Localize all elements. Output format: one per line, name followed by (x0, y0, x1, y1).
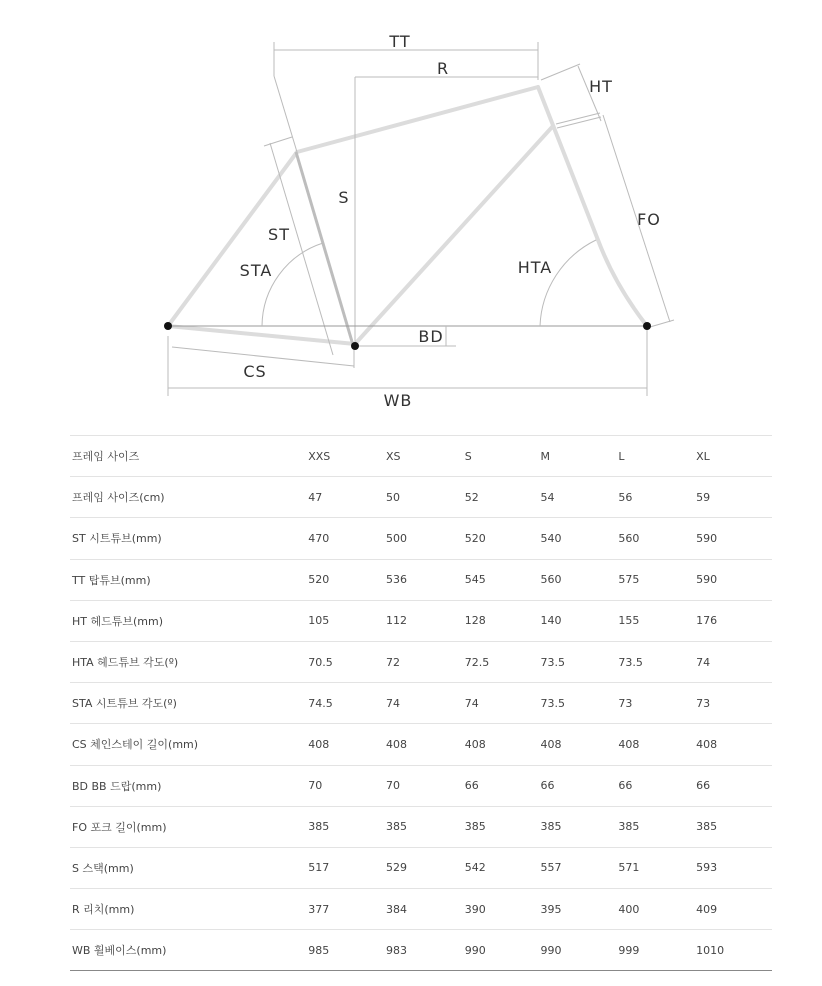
down-tube (355, 126, 553, 344)
table-cell: 536 (386, 559, 465, 600)
table-cell: 73.5 (541, 641, 619, 682)
table-cell: 542 (465, 847, 541, 888)
table-row (70, 600, 772, 641)
table-cell: 983 (386, 930, 465, 971)
table-cell: 408 (696, 724, 772, 765)
label-hta: HTA (517, 258, 553, 277)
row-label: 프레임 사이즈(cm) (70, 477, 308, 518)
table-row (70, 765, 772, 806)
table-cell: 590 (696, 518, 772, 559)
table-cell: 390 (465, 889, 541, 930)
table-cell: 557 (541, 847, 619, 888)
table-body (70, 477, 772, 971)
label-fo: FO (637, 210, 661, 229)
table-cell: 56 (618, 477, 696, 518)
table-cell: 500 (386, 518, 465, 559)
table-cell: 73.5 (618, 641, 696, 682)
row-label: TT 탑튜브(mm) (70, 559, 308, 600)
table-cell: 385 (696, 806, 772, 847)
label-s: S (338, 188, 350, 207)
header-size: S (465, 436, 541, 477)
header-size: M (541, 436, 619, 477)
geometry-table (70, 435, 772, 971)
frame-geometry-svg (0, 0, 822, 420)
table-cell: 408 (386, 724, 465, 765)
header-size: L (618, 436, 696, 477)
row-label: S 스택(mm) (70, 847, 308, 888)
table-cell: 70 (308, 765, 386, 806)
table-cell: 560 (541, 559, 619, 600)
table-cell: 990 (465, 930, 541, 971)
table-row (70, 641, 772, 682)
label-bd: BD (418, 327, 444, 346)
table-cell: 529 (386, 847, 465, 888)
header-size: XXS (308, 436, 386, 477)
table-cell: 74 (696, 641, 772, 682)
rear-axle-point (164, 322, 172, 330)
table-cell: 384 (386, 889, 465, 930)
table-cell: 590 (696, 559, 772, 600)
table-cell: 59 (696, 477, 772, 518)
label-r: R (436, 59, 450, 78)
table-cell: 47 (308, 477, 386, 518)
table-cell: 990 (541, 930, 619, 971)
table-cell: 408 (465, 724, 541, 765)
table-cell: 408 (618, 724, 696, 765)
table-cell: 395 (541, 889, 619, 930)
table-cell: 575 (618, 559, 696, 600)
table-cell: 385 (541, 806, 619, 847)
row-label: FO 포크 길이(mm) (70, 806, 308, 847)
table-cell: 377 (308, 889, 386, 930)
table-cell: 470 (308, 518, 386, 559)
table-cell: 540 (541, 518, 619, 559)
table-cell: 73.5 (541, 683, 619, 724)
table-cell: 545 (465, 559, 541, 600)
table-cell: 72 (386, 641, 465, 682)
table-row (70, 724, 772, 765)
table-cell: 408 (308, 724, 386, 765)
row-label: CS 체인스테이 길이(mm) (70, 724, 308, 765)
label-ht: HT (589, 77, 613, 96)
table-cell: 74.5 (308, 683, 386, 724)
table-row (70, 518, 772, 559)
table-row (70, 477, 772, 518)
header-size: XL (696, 436, 772, 477)
table-cell: 66 (618, 765, 696, 806)
top-tube (297, 87, 538, 152)
table-cell: 112 (386, 600, 465, 641)
table-row (70, 889, 772, 930)
table-cell: 385 (308, 806, 386, 847)
row-label: STA 시트튜브 각도(º) (70, 683, 308, 724)
table-cell: 176 (696, 600, 772, 641)
table-cell: 155 (618, 600, 696, 641)
table-cell: 74 (465, 683, 541, 724)
table-cell: 409 (696, 889, 772, 930)
table-cell: 408 (541, 724, 619, 765)
table-cell: 400 (618, 889, 696, 930)
table-cell: 520 (465, 518, 541, 559)
header-label: 프레임 사이즈 (70, 436, 308, 477)
table-cell: 385 (618, 806, 696, 847)
bottom-bracket-point (351, 342, 359, 350)
table-cell: 70 (386, 765, 465, 806)
table-cell: 54 (541, 477, 619, 518)
table-cell: 571 (618, 847, 696, 888)
table-cell: 70.5 (308, 641, 386, 682)
label-st: ST (268, 225, 290, 244)
table-cell: 73 (696, 683, 772, 724)
table-row (70, 683, 772, 724)
frame-tubes (168, 87, 647, 344)
table-cell: 73 (618, 683, 696, 724)
table-cell: 66 (696, 765, 772, 806)
table-cell: 66 (465, 765, 541, 806)
table-row (70, 847, 772, 888)
table-cell: 560 (618, 518, 696, 559)
table-cell: 385 (465, 806, 541, 847)
seat-tube (296, 152, 353, 345)
row-label: HTA 헤드튜브 각도(º) (70, 641, 308, 682)
row-label: HT 헤드튜브(mm) (70, 600, 308, 641)
label-tt: TT (389, 32, 411, 51)
table-cell: 105 (308, 600, 386, 641)
table-row (70, 559, 772, 600)
front-axle-point (643, 322, 651, 330)
row-label: R 리치(mm) (70, 889, 308, 930)
table-cell: 517 (308, 847, 386, 888)
frame-geometry-diagram (0, 0, 822, 420)
table-cell: 593 (696, 847, 772, 888)
table-cell: 74 (386, 683, 465, 724)
table-cell: 985 (308, 930, 386, 971)
table-cell: 1010 (696, 930, 772, 971)
label-cs: CS (243, 362, 267, 381)
table-row (70, 930, 772, 971)
table-cell: 520 (308, 559, 386, 600)
head-tube-and-fork (538, 87, 647, 326)
table-row (70, 806, 772, 847)
table-cell: 52 (465, 477, 541, 518)
table-cell: 385 (386, 806, 465, 847)
table-cell: 50 (386, 477, 465, 518)
row-label: ST 시트튜브(mm) (70, 518, 308, 559)
table-cell: 66 (541, 765, 619, 806)
header-size: XS (386, 436, 465, 477)
table-cell: 72.5 (465, 641, 541, 682)
row-label: BD BB 드랍(mm) (70, 765, 308, 806)
label-wb: WB (383, 391, 413, 410)
table-cell: 140 (541, 600, 619, 641)
label-sta: STA (239, 261, 273, 280)
table-cell: 128 (465, 600, 541, 641)
row-label: WB 휠베이스(mm) (70, 930, 308, 971)
table-cell: 999 (618, 930, 696, 971)
table-header-row (70, 436, 772, 477)
